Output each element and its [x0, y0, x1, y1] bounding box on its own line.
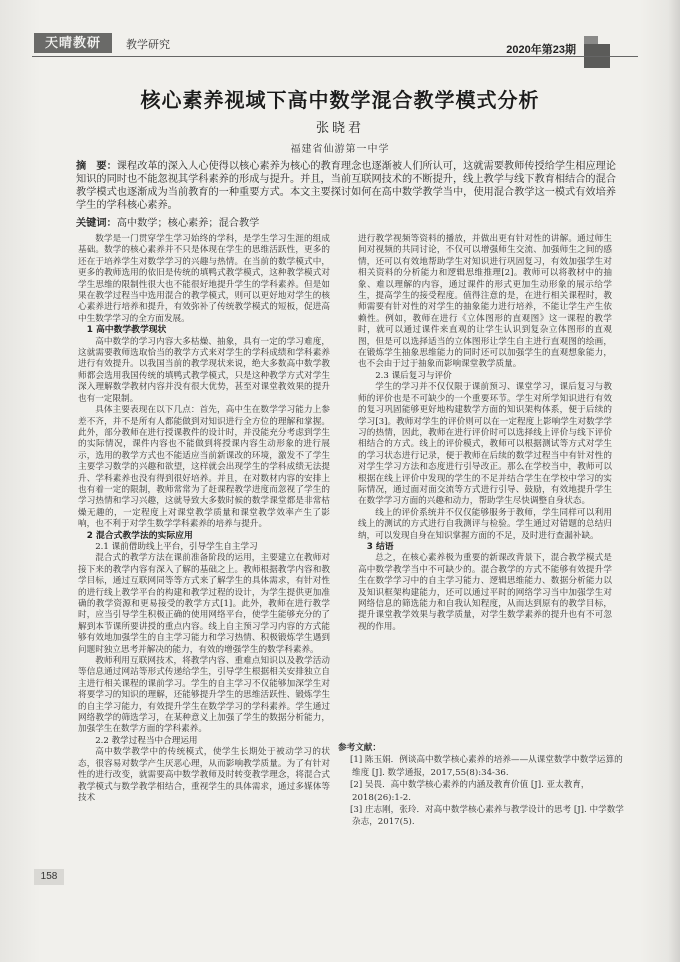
abstract: [76, 160, 616, 212]
keywords-label: 关键词：: [76, 218, 117, 229]
keywords: [76, 214, 616, 229]
issue-label: 2020年第23期: [506, 44, 576, 56]
paragraph: 线上的评价系统并不仅仅能够服务于教师，学生同样可以利用线上的测试的方式进行自我测评与检验。学生通过对错题的总结归纳，可以发现自身在知识掌握方面的不足，及时进行查漏补缺。: [358, 507, 612, 541]
abstract-label: 摘 要：: [76, 161, 117, 172]
section-heading-2: 2 混合式教学法的实际应用: [86, 530, 193, 541]
article-title: 核心素养视域下高中数学混合教学模式分析: [140, 88, 540, 112]
paragraph: 高中数学的学习内容大多枯燥、抽象，具有一定的学习难度，这就需要教师选取恰当的教学方式来对学生的学科成绩和学科素养进行有效提升。以我国当前的教学现状来说，绝大多数高中数学教师都会选用我国传统的填鸭式教学模式，只是这种教学方式对学生深入理解数学教材内容并没有很大优势，甚至对课堂教效果的提升也有一定限制。: [78, 336, 330, 404]
references-title: 参考文献：: [338, 743, 381, 753]
paragraph: 混合式的教学方法在课前准备阶段的运用，主要建立在教师对接下来的教学内容有深入了解的基础之上。教师根据教学内容和教学目标，通过互联网同等等方式来了解学生的具体需求，有针对性的进行线上教学平台的构建和教学过程的设计，为学生提供更加准确的教学资源和更易接受的教学方式[1]。此外，教师在进行教学时，应当引导学生积极正确的使用网络平台，使学生能够充分的了解到本节课所要讲授的重点内容。线上自主预习学习内容的方式能够有效地加强学生的自主学习能力和学习热情、积极锻炼学生遇到问题时独立思考并解决的能力，有效的增强学生的数学科素养。: [78, 553, 330, 655]
right-column: [358, 234, 612, 633]
paragraph: 进行教学视频等资料的播放，并做出更有针对性的讲解。通过师生间对视频的共同讨论，不仅可以增强师生交流、加强师生之间的感情，还可以有效地帮助学生对知识进行巩固复习，有效加强学生对相关资料的分析能力和逻辑思维推理[2]。教师可以将教材中的抽象、难以理解的内容，通过课件的形式更加生动形象的展示给学生，提高学生的接受程度。值得注意的是，在进行相关课程时，教师需要有针对性的对学生的抽象能力进行培养，不能让学生产生依赖性。例如，教师在进行《立体图形的直观图》这一课程的教学时，就可以通过课件来直观的让学生认识到复杂立体图形的直观图，但是可以选择适当的立体图形让学生自主进行直观图的绘画，在锻炼学生抽象思维能力的同时还可以加强学生的直观想象能力，也不会由于过于抽象而影响课堂教学质量。: [358, 234, 612, 370]
section-label: 教学研究: [126, 39, 170, 51]
paragraph: 具体主要表现在以下几点：首先，高中生在数学学习能力上参差不齐，并不是所有人都能做到对知识进行全方位的理解和掌握。此外，部分教师在进行授课教件的设计时，并没能充分考虑到学生的实际情况，课件内容也不能做到将授课内容生动形象的进行展示，选用的教学方式也不能适应当前新课改的环境，激发不了学生主要学习数学的兴趣和欲望，这样就会出现学生的学科成绩无法提升、学科素养也没有得到很好培养。并且，在对数材内容的安排上也有着一定的限制，教师常常为了赶课程教学进度而忽视了学生的学习热情和学习兴趣，这就导致大多数时候的数学课堂都是非常枯燥无趣的，一定程度上对课堂教学质量和课堂教学效率产生了影响，也不利于对学生数学学科素养的培养与提升。: [78, 405, 330, 530]
intro-paragraph: 数学是一门贯穿学生学习始终的学科，是学生学习生涯的组成基础。数学的核心素养并不只是体现在学生的思维活跃性，更多的还在于培养学生对数学学习的兴趣与热情。在当前的数学模式中，更多的教师选用的依旧是传统的填鸭式教学模式，这种教学模式对学生思维的限制性很大也不能很好地提升学生的学科素养。但是如果在教学过程当中选用混合的教学模式，则可以更好地对学生的核心素养进行培养和提升，有效弥补了传统教学模式的短板，促进高中生数学学习的全方面发展。: [78, 234, 330, 324]
journal-logo: 天晴教研: [34, 33, 112, 53]
article-affiliation: 福建省仙游第一中学: [290, 144, 390, 155]
article-author: 张晓君: [315, 121, 364, 136]
section-heading-1: 1 高中数学教学现状: [86, 325, 167, 336]
paragraph: 总之，在核心素养极为重要的新课改背景下，混合教学模式是高中数学教学当中不可缺少的。混合教学的方式不能够有效提升学生在数学学习中的自主学习能力、逻辑思维能力、数据分析能力以及知识框架构建能力，还可以通过平时的网络学习当中加强学生对网络信息的筛选能力和自我认知程度，从而达到原有的教学目标，提升课堂教学效果与教学质量，对学生数学素养的提升也有不可忽视的作用。: [358, 553, 612, 632]
reference-item: [2] 吴畏．高中数学核心素养的内涵及教育价值 [J]. 亚太教育，2018(26):1-2.: [350, 780, 590, 803]
paragraph: 教师利用互联网技术，将教学内容、重难点知识以及教学活动等信息通过网站等形式传递给学生，引导学生根据相关安排独立自主进行相关课程的课前学习。学生的自主学习不仅能够加深学生对将要学习的知识的理解，还能够提升学生的思维活跃性、锻炼学生的自主学习能力，有效提升学生在数学学习的学科素养。学生通过网络教学的筛选学习，在某种意义上加强了学生的数据分析能力，加强学生在数学方面的学科素养。: [78, 656, 330, 735]
page-number: 158: [34, 869, 64, 885]
section-heading-3: 3 结语: [366, 541, 394, 552]
subsection-heading-2-2: 2.2 教学过程当中合理运用: [95, 735, 198, 746]
keywords-text: 高中数学；核心素养；混合教学: [116, 218, 260, 229]
page-edge-shadow: [668, 0, 680, 962]
subsection-heading-2-3: 2.3 课后复习与评价: [375, 370, 452, 381]
references: [336, 742, 626, 829]
paragraph: 高中数学教学中的传统模式，使学生长期处于被动学习的状态，很容易对数学产生厌恶心理，从而影响教学质量。为了有针对性的进行改变，就需要高中数学教师及时转变教学理念，将混合式教学模式与数学教学相结合，重视学生的具体需求，通过多媒体等技术: [78, 747, 330, 803]
reference-item: [1] 陈玉娟．例谈高中数学核心素养的培养——从课堂数学中数学运算的维度 [J]. 数学通报，2017,55(8):34-36.: [350, 755, 623, 778]
left-column: [78, 234, 330, 804]
subsection-heading-2-1: 2.1 课前借助线上平台，引导学生自主学习: [95, 541, 258, 552]
abstract-text: 课程改革的深入人心使得以核心素养为核心的教育理念也逐渐被人们所认可，这就需要教师传授给学生相应理论知识的同时也不能忽视其学科素养的形成与提升。并且，当前互联网技术的不断提升，线上教学与线下教育相结合的混合教学模式也逐渐成为当前教育的一种重要方式。本文主要探讨如何在高中数学教学当中，使用混合教学这一模式有效培养学生的学科核心素养。: [76, 161, 617, 211]
paragraph: 学生的学习并不仅仅限于课前预习、课堂学习，课后复习与教师的评价也是不可缺少的一个重要环节。学生对所学知识进行有效的复习巩固能够更好地构建数学方面的知识架构体系，便于后续的学习[3]。教师对学生的评价则可以在一定程度上影响学生对数学学习的热情，因此，教师在进行评价时可以选择线上评价与线下评价相结合的方式。线上的评价模式，教师可以根据测试等方式对学生的学习状态进行记录，便于教师在后续的数学过程当中有针对性的对学生学习方法和态度进行引导改正。那么在学校当中，教师可以根据在线上评价中发现的学生的不足并结合学生在学校中学习的实际情况，通过面对面交流等方式进行引导、鼓励，有效地提升学生在数学学习方面的兴趣和动力，帮助学生尽快调整自身状态。: [358, 382, 612, 507]
reference-item: [3] 庄志刚，张玲．对高中数学核心素养与教学设计的思考 [J]. 中学数学杂志，2017(5).: [350, 805, 624, 828]
header-divider: [32, 56, 638, 57]
